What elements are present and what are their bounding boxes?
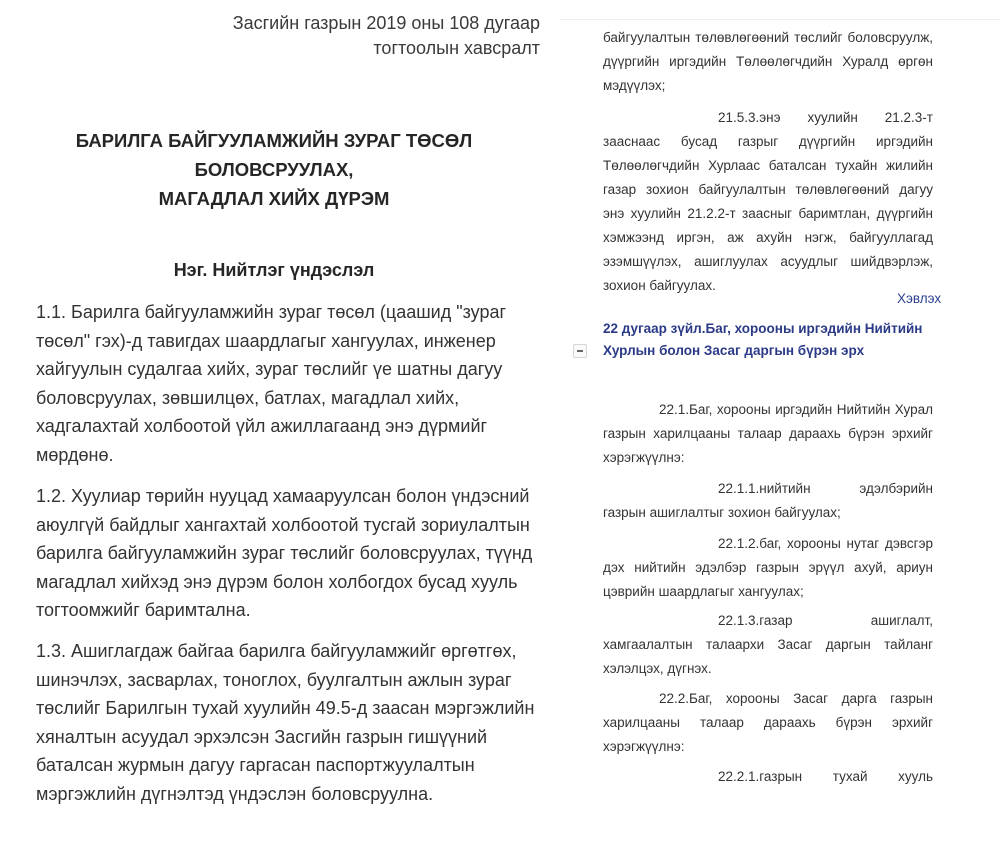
law-clause-continuation: байгуулалтын төлөвлөгөөний төслийг боловсруулж, дүүргийн иргэдийн Төлөөлөгчдийн Хуралд өргөн мэдүүлэх; <box>603 30 933 93</box>
document-annex-reference <box>233 11 540 61</box>
law-clause-22-1-2: 22.1.2.баг, хорооны нутаг дэвсгэр дэх нийтийн эдэлбэр газрын эрүүл ахуй, ариун цэврийн шаардлагыг хангуулах; <box>603 536 933 599</box>
article-22-heading: 22 дугаар зүйл.Баг, хорооны иргэдийн Нийтийн Хурлын болон Засаг даргын бүрэн эрх <box>603 321 923 358</box>
document-title-line-3: МАГАДЛАЛ ХИЙХ ДҮРЭМ <box>158 188 390 209</box>
law-clause-22-1-1: 22.1.1.нийтийн эдэлбэрийн газрын ашиглалтыг зохион байгуулах; <box>603 481 933 520</box>
law-clause-22-2: 22.2.Баг, хорооны Засаг дарга газрын харилцааны талаар дараахь бүрэн эрхийг хэрэгжүүлнэ: <box>603 691 933 754</box>
document-title-line-2: БОЛОВСРУУЛАХ, <box>194 159 354 180</box>
print-link[interactable]: Хэвлэх <box>897 291 942 306</box>
minus-icon <box>577 350 583 352</box>
page-top-bar <box>560 0 1000 20</box>
collapse-article-button[interactable] <box>573 344 587 358</box>
law-clause-22-2-1: 22.2.1.газрын тухай хууль <box>718 769 933 784</box>
paragraph-1-2: 1.2. Хуулиар төрийн нууцад хамааруулсан болон үндэсний аюулгүй байдлыг хангахтай холбоотой тусгай зориулалтын барилга байгууламжийн зураг төслийг боловсруулах, түүнд магадлал хийхэд энэ дүрэм болон холбогдох бусад хууль тогтоомжийг баримтална. <box>36 486 533 620</box>
document-title-line-1: БАРИЛГА БАЙГУУЛАМЖИЙН ЗУРАГ ТӨСӨЛ <box>75 130 473 151</box>
law-text-webpage-panel <box>560 0 1000 842</box>
annex-reference-line-2: тогтоолын хавсралт <box>373 38 540 58</box>
paragraph-1-3: 1.3. Ашиглагдаж байгаа барилга байгууламжийг өргөтгөх, шинэчлэх, засварлах, тоноглох, буулгалтын ажлын зураг төслийг Барилгын тухай хуулийн 49.5-д заасан мэргэжлийн хяналтын асуудал эрхэлсэн Засгийн газрын гишүүний баталсан журмын дагуу гаргасан паспортжуулалтын мэргэжлийн дүгнэлтэд үндэслэн боловсруулна. <box>36 641 535 804</box>
law-clause-22-1-3: 22.1.3.газар ашиглалт, хамгаалалтын талаархи Засаг даргын тайланг хэлэлцэх, дүгнэх. <box>603 613 933 676</box>
section-title: Нэг. Нийтлэг үндэслэл <box>173 260 375 280</box>
annex-reference-line-1: Засгийн газрын 2019 оны 108 дугаар <box>232 13 540 33</box>
law-clause-22-1: 22.1.Баг, хорооны иргэдийн Нийтийн Хурал газрын харилцааны талаар дараахь бүрэн эрхийг хэрэгжүүлнэ: <box>603 402 933 465</box>
paragraph-1-1: 1.1. Барилга байгууламжийн зураг төсөл (цаашид "зураг төсөл" гэх)-д тавигдах шаардлагыг хангуулах, инженер хайгуулын судалгаа хийх, зураг төслийг үе шатны дагуу боловсруулах, зөвшилцөх, батлах, магадлал хийх, хадгалахтай холбоотой үйл ажиллагаанд энэ дүрмийг мөрдөнө. <box>36 302 507 465</box>
document-title <box>0 126 548 213</box>
law-clause-21-5-3: 21.5.3.энэ хуулийн 21.2.3-т зааснаас бусад газрыг дүүргийн иргэдийн Төлөөлөгчдийн Хурлаас баталсан тухайн жилийн газар зохион байгуулалтын төлөвлөгөөний дагуу энэ хуулийн 21.2.2-т заасныг баримтлан, дүүргийн хэмжээнд иргэн, аж ахуйн нэгж, байгууллагад эзэмшүүлэх, ашиглуулах асуудлыг шийдвэрлэж, зохион байгуулах. <box>603 110 933 293</box>
